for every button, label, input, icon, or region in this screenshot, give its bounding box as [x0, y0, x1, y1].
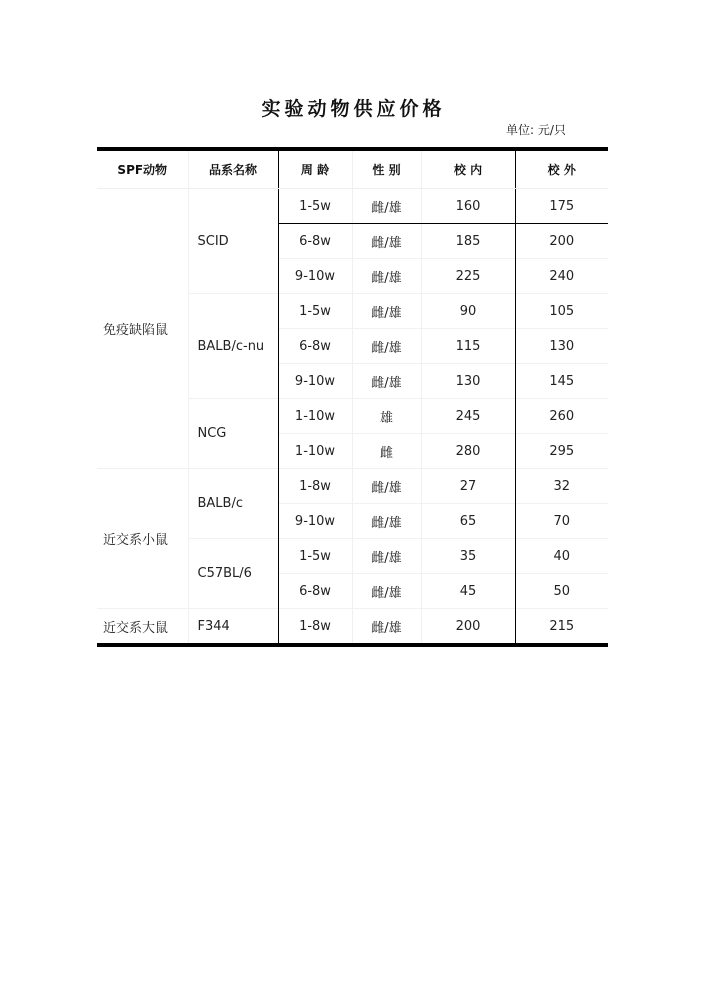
sex-cell: 雌/雄	[352, 469, 421, 504]
sex-cell: 雌/雄	[352, 609, 421, 646]
internal-price-cell: 65	[421, 504, 515, 539]
sex-cell: 雌	[352, 434, 421, 469]
age-cell: 1-5w	[278, 294, 352, 329]
external-price-cell: 260	[515, 399, 608, 434]
table-row	[97, 469, 608, 504]
table-row	[97, 609, 608, 646]
strain-cell: NCG	[188, 399, 278, 469]
age-cell: 9-10w	[278, 504, 352, 539]
age-cell: 1-5w	[278, 189, 352, 224]
header-external-price: 校 外	[515, 149, 608, 189]
sex-cell: 雌/雄	[352, 259, 421, 294]
table-header-row	[97, 149, 608, 189]
age-cell: 1-8w	[278, 469, 352, 504]
external-price-cell: 50	[515, 574, 608, 609]
internal-price-cell: 45	[421, 574, 515, 609]
sex-cell: 雌/雄	[352, 329, 421, 364]
sex-cell: 雌/雄	[352, 189, 421, 224]
external-price-cell: 200	[515, 224, 608, 259]
age-cell: 1-8w	[278, 609, 352, 646]
external-price-cell: 295	[515, 434, 608, 469]
internal-price-cell: 130	[421, 364, 515, 399]
external-price-cell: 70	[515, 504, 608, 539]
internal-price-cell: 185	[421, 224, 515, 259]
header-internal-price: 校 内	[421, 149, 515, 189]
age-cell: 6-8w	[278, 329, 352, 364]
age-cell: 6-8w	[278, 224, 352, 259]
external-price-cell: 32	[515, 469, 608, 504]
age-cell: 9-10w	[278, 364, 352, 399]
sex-cell: 雌/雄	[352, 504, 421, 539]
header-spf-animal: SPF动物	[97, 149, 188, 189]
category-cell: 近交系大鼠	[97, 609, 188, 646]
external-price-cell: 40	[515, 539, 608, 574]
sex-cell: 雌/雄	[352, 224, 421, 259]
age-cell: 6-8w	[278, 574, 352, 609]
strain-cell: F344	[188, 609, 278, 646]
header-sex: 性 别	[352, 149, 421, 189]
sex-cell: 雌/雄	[352, 294, 421, 329]
internal-price-cell: 160	[421, 189, 515, 224]
header-age: 周 龄	[278, 149, 352, 189]
external-price-cell: 105	[515, 294, 608, 329]
table-row	[97, 189, 608, 224]
header-strain-name: 品系名称	[188, 149, 278, 189]
external-price-cell: 175	[515, 189, 608, 224]
unit-note: 单位: 元/只	[506, 123, 566, 137]
strain-cell: BALB/c	[188, 469, 278, 539]
internal-price-cell: 90	[421, 294, 515, 329]
age-cell: 9-10w	[278, 259, 352, 294]
external-price-cell: 240	[515, 259, 608, 294]
internal-price-cell: 280	[421, 434, 515, 469]
internal-price-cell: 225	[421, 259, 515, 294]
internal-price-cell: 115	[421, 329, 515, 364]
internal-price-cell: 245	[421, 399, 515, 434]
sex-cell: 雌/雄	[352, 364, 421, 399]
age-cell: 1-10w	[278, 399, 352, 434]
external-price-cell: 130	[515, 329, 608, 364]
age-cell: 1-10w	[278, 434, 352, 469]
category-cell: 近交系小鼠	[97, 469, 188, 609]
document-title: 实验动物供应价格	[261, 98, 446, 120]
internal-price-cell: 35	[421, 539, 515, 574]
strain-cell: BALB/c-nu	[188, 294, 278, 399]
sex-cell: 雌/雄	[352, 539, 421, 574]
external-price-cell: 215	[515, 609, 608, 646]
price-table	[97, 147, 608, 647]
external-price-cell: 145	[515, 364, 608, 399]
age-cell: 1-5w	[278, 539, 352, 574]
internal-price-cell: 200	[421, 609, 515, 646]
strain-cell: SCID	[188, 189, 278, 294]
internal-price-cell: 27	[421, 469, 515, 504]
sex-cell: 雄	[352, 399, 421, 434]
strain-cell: C57BL/6	[188, 539, 278, 609]
category-cell: 免疫缺陷鼠	[97, 189, 188, 469]
sex-cell: 雌/雄	[352, 574, 421, 609]
